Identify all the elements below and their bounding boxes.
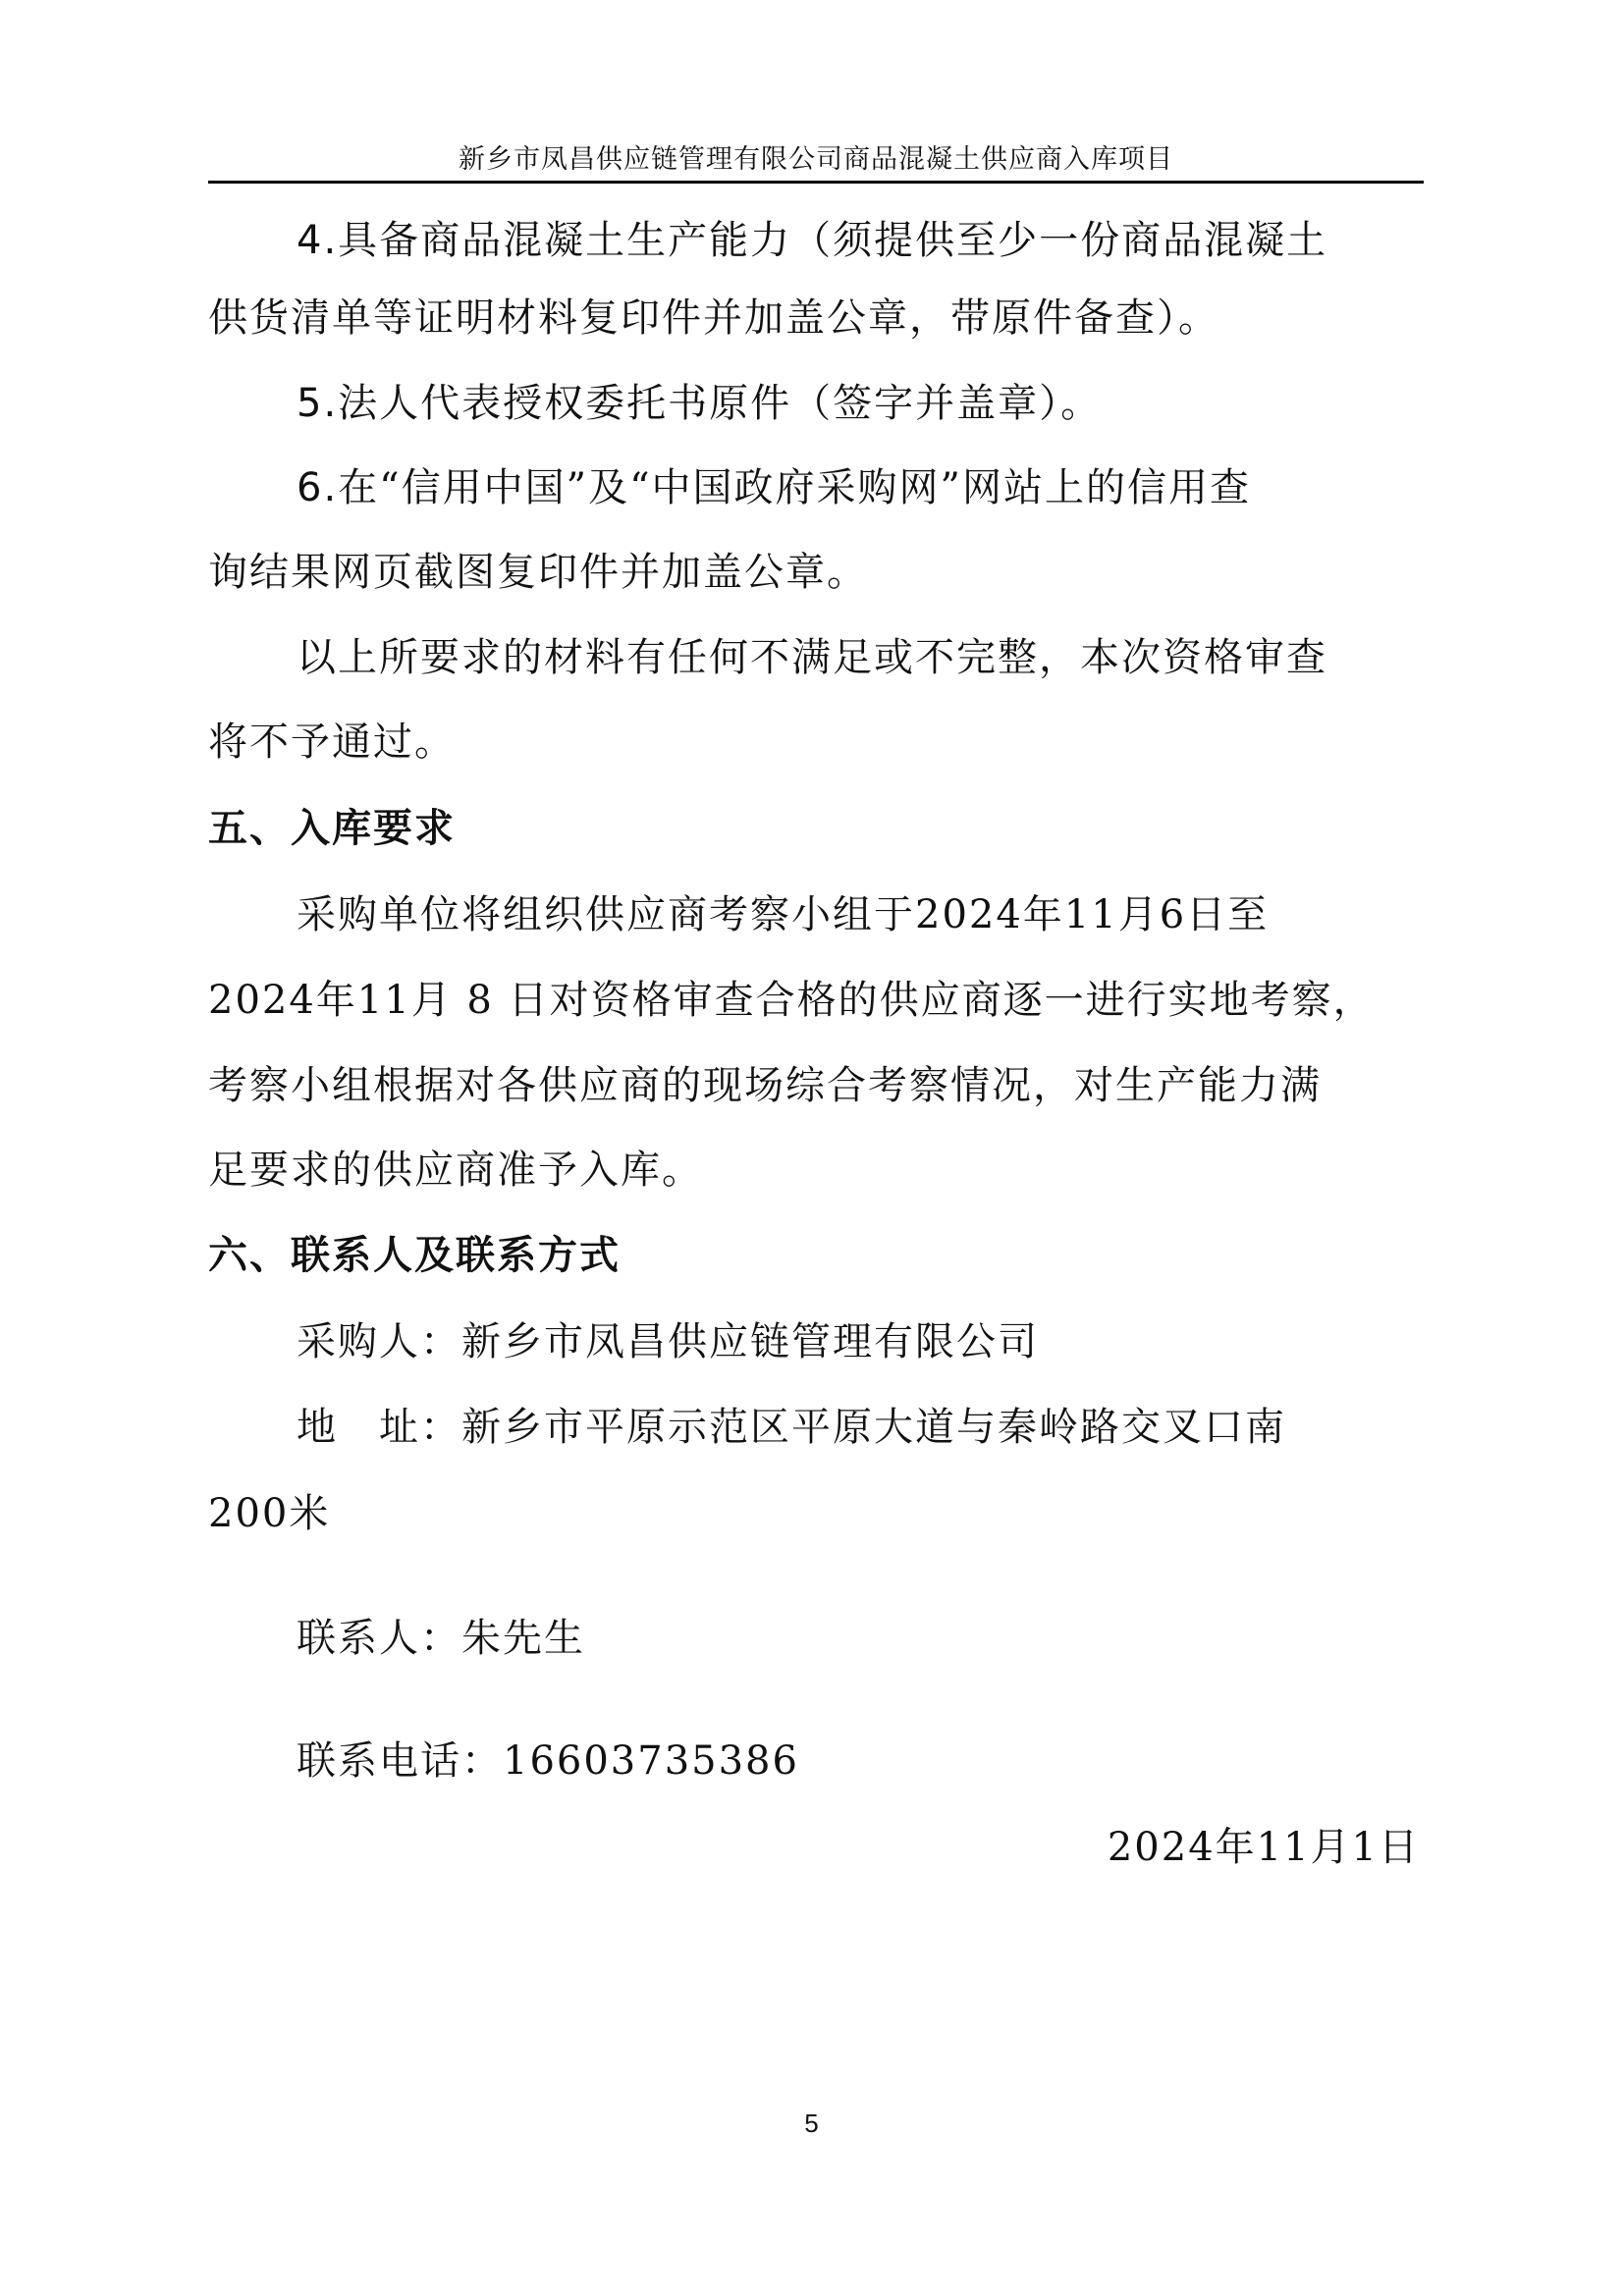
section-5-heading: 五、入库要求: [208, 806, 456, 851]
purchaser-line: 采购人：新乡市凤昌供应链管理有限公司: [297, 1319, 1039, 1364]
running-header: 新乡市凤昌供应链管理有限公司商品混凝土供应商入库项目: [459, 144, 1173, 175]
item-4-text-1: 具备商品混凝土生产能力（须提供至少一份商品混凝土: [338, 218, 1328, 263]
section-5-text-2: 2024年11月 8 日对资格审查合格的供应商逐一进行实地考察，: [208, 978, 1375, 1023]
item-6-text-1: 在“信用中国”及“中国政府采购网”网站上的信用查: [338, 465, 1251, 510]
item-6-line-1: [297, 464, 1251, 511]
item-4-number: 4.: [297, 218, 339, 263]
item-5-line-1: [297, 380, 1102, 427]
address-line-1: 地 址：新乡市平原示范区平原大道与秦岭路交叉口南: [297, 1405, 1286, 1450]
document-date: 2024年11月1日: [1107, 1825, 1420, 1870]
page-number: 5: [804, 2109, 819, 2138]
section-5-text-3: 考察小组根据对各供应商的现场综合考察情况，对生产能力满: [208, 1063, 1322, 1108]
notice-text-2: 将不予通过。: [208, 720, 456, 765]
notice-text-1: 以上所要求的材料有任何不满足或不完整，本次资格审查: [297, 635, 1327, 680]
item-4-line-1: [297, 217, 1327, 264]
section-5-text-4: 足要求的供应商准予入库。: [208, 1148, 703, 1193]
contact-person-line: 联系人：朱先生: [297, 1616, 585, 1661]
address-line-2: 200米: [208, 1491, 331, 1536]
contact-phone-line: 联系电话：16603735386: [297, 1738, 799, 1784]
item-4-text-2: 供货清单等证明材料复印件并加盖公章，带原件备查）。: [208, 295, 1219, 341]
item-5-number: 5.: [297, 381, 339, 426]
section-5-text-1: 采购单位将组织供应商考察小组于2024年11月6日至: [297, 892, 1270, 937]
header-rule: [208, 181, 1424, 184]
item-5-text-1: 法人代表授权委托书原件（签字并盖章）。: [338, 381, 1103, 426]
item-6-text-2: 询结果网页截图复印件并加盖公章。: [208, 550, 868, 595]
section-6-heading: 六、联系人及联系方式: [208, 1233, 621, 1278]
item-6-number: 6.: [297, 465, 339, 510]
